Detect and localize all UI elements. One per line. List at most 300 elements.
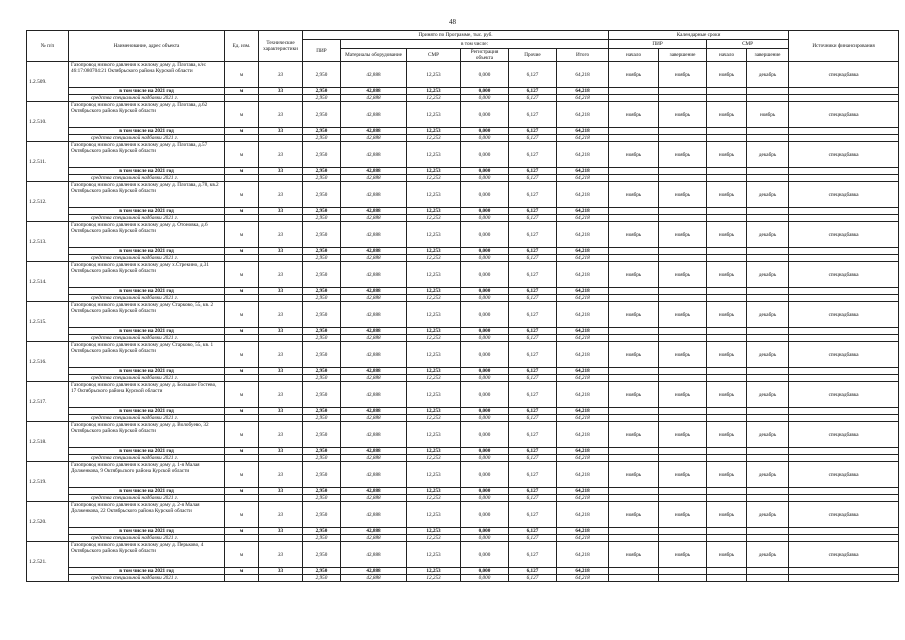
- pir-start-cell: ноябрь: [609, 62, 659, 88]
- table-row-2021: [27, 328, 899, 335]
- other-cell: 6,127: [509, 135, 557, 142]
- registration-cell: 0,000: [461, 142, 509, 168]
- table-row-2021: [27, 528, 899, 535]
- pir-cell: 2,950: [303, 295, 341, 302]
- spec-label: средства специальной надбавки 2021 г.: [69, 255, 225, 262]
- pir-cell: 2,950: [303, 95, 341, 102]
- pir-cell: 2,950: [303, 455, 341, 462]
- spec-label: средства специальной надбавки 2021 г.: [69, 415, 225, 422]
- smr-cell: 12,253: [407, 255, 461, 262]
- smr-start-cell: ноябрь: [707, 502, 747, 528]
- tech-cell: 33: [259, 102, 303, 128]
- smr-cell: 12,253: [407, 335, 461, 342]
- other-cell: 6,127: [509, 528, 557, 535]
- col-header-smr-end: завершение: [747, 49, 789, 62]
- total-cell: 64,218: [557, 328, 609, 335]
- materials-cell: 42,888: [341, 568, 407, 575]
- smr-cell: 12,253: [407, 528, 461, 535]
- smr-cell: 12,253: [407, 295, 461, 302]
- source-cell: спецнадбавка: [789, 462, 899, 488]
- materials-cell: 42,888: [341, 488, 407, 495]
- table-row-special: [27, 575, 899, 582]
- tech-cell: 33: [259, 208, 303, 215]
- registration-cell: 0,000: [461, 542, 509, 568]
- smr-cell: 12,253: [407, 422, 461, 448]
- col-header-accepted: Принято по Программе, тыс. руб.: [303, 31, 609, 40]
- smr-start-cell: ноябрь: [707, 182, 747, 208]
- materials-cell: 42,888: [341, 215, 407, 222]
- smr-cell: 12,253: [407, 175, 461, 182]
- smr-end-cell: декабрь: [747, 462, 789, 488]
- other-cell: 6,127: [509, 488, 557, 495]
- row-index: 1.2.511.: [27, 142, 69, 182]
- smr-start-cell: ноябрь: [707, 542, 747, 568]
- total-cell: 64,218: [557, 368, 609, 375]
- tech-cell: 33: [259, 568, 303, 575]
- smr-cell: 12,253: [407, 62, 461, 88]
- row-index: 1.2.518.: [27, 422, 69, 462]
- row-index: 1.2.519.: [27, 462, 69, 502]
- total-cell: 64,218: [557, 488, 609, 495]
- table-row-special: [27, 175, 899, 182]
- sub-label: в том числе на 2021 год: [69, 288, 225, 295]
- registration-cell: 0,000: [461, 528, 509, 535]
- smr-start-cell: ноябрь: [707, 142, 747, 168]
- pir-cell: 2,950: [303, 542, 341, 568]
- source-cell: спецнадбавка: [789, 182, 899, 208]
- table-row-2021: [27, 568, 899, 575]
- tech-cell: 33: [259, 88, 303, 95]
- smr-cell: 12,253: [407, 368, 461, 375]
- pir-start-cell: ноябрь: [609, 182, 659, 208]
- total-cell: 64,218: [557, 495, 609, 502]
- tech-cell: 33: [259, 302, 303, 328]
- other-cell: 6,127: [509, 575, 557, 582]
- unit-cell: м: [225, 302, 259, 328]
- unit-cell: м: [225, 448, 259, 455]
- tech-cell: 33: [259, 328, 303, 335]
- smr-cell: 12,253: [407, 222, 461, 248]
- total-cell: 64,218: [557, 542, 609, 568]
- registration-cell: 0,000: [461, 302, 509, 328]
- smr-cell: 12,253: [407, 168, 461, 175]
- table-row-special: [27, 135, 899, 142]
- program-table: [26, 30, 899, 582]
- smr-cell: 12,253: [407, 415, 461, 422]
- sub-label: в том числе на 2021 год: [69, 248, 225, 255]
- materials-cell: 42,888: [341, 208, 407, 215]
- pir-start-cell: ноябрь: [609, 462, 659, 488]
- unit-cell: м: [225, 208, 259, 215]
- pir-cell: 2,950: [303, 375, 341, 382]
- unit-cell: м: [225, 408, 259, 415]
- registration-cell: 0,000: [461, 222, 509, 248]
- materials-cell: 42,888: [341, 168, 407, 175]
- total-cell: 64,218: [557, 102, 609, 128]
- col-header-materials: Материалы оборудование: [341, 49, 407, 62]
- pir-end-cell: ноябрь: [659, 262, 707, 288]
- smr-cell: 12,253: [407, 142, 461, 168]
- total-cell: 64,218: [557, 142, 609, 168]
- smr-cell: 12,253: [407, 375, 461, 382]
- materials-cell: 42,888: [341, 542, 407, 568]
- other-cell: 6,127: [509, 215, 557, 222]
- col-header-pir-end: завершение: [659, 49, 707, 62]
- other-cell: 6,127: [509, 502, 557, 528]
- materials-cell: 42,888: [341, 375, 407, 382]
- sub-label: в том числе на 2021 год: [69, 208, 225, 215]
- materials-cell: 42,888: [341, 342, 407, 368]
- smr-cell: 12,253: [407, 575, 461, 582]
- smr-end-cell: декабрь: [747, 142, 789, 168]
- pir-cell: 2,950: [303, 175, 341, 182]
- pir-start-cell: ноябрь: [609, 222, 659, 248]
- table-row-special: [27, 335, 899, 342]
- total-cell: 64,218: [557, 382, 609, 408]
- registration-cell: 0,000: [461, 328, 509, 335]
- object-name: Газопровод низкого давления к жилому дому д. 1-я Малая Долженкова, 9 Октябрьского района Курской области: [69, 462, 225, 488]
- other-cell: 6,127: [509, 182, 557, 208]
- tech-cell: 33: [259, 528, 303, 535]
- pir-cell: 2,950: [303, 135, 341, 142]
- other-cell: 6,127: [509, 328, 557, 335]
- table-row-2021: [27, 448, 899, 455]
- unit-cell: м: [225, 502, 259, 528]
- other-cell: 6,127: [509, 415, 557, 422]
- table-row-special: [27, 215, 899, 222]
- registration-cell: 0,000: [461, 375, 509, 382]
- smr-cell: 12,253: [407, 502, 461, 528]
- row-index: 1.2.513.: [27, 222, 69, 262]
- pir-cell: 2,950: [303, 382, 341, 408]
- registration-cell: 0,000: [461, 168, 509, 175]
- registration-cell: 0,000: [461, 255, 509, 262]
- row-index: 1.2.514.: [27, 262, 69, 302]
- sub-label: в том числе на 2021 год: [69, 528, 225, 535]
- total-cell: 64,218: [557, 502, 609, 528]
- unit-cell: м: [225, 422, 259, 448]
- total-cell: 64,218: [557, 575, 609, 582]
- smr-end-cell: декабрь: [747, 422, 789, 448]
- table-row: [27, 302, 899, 328]
- pir-cell: 2,950: [303, 568, 341, 575]
- materials-cell: 42,888: [341, 62, 407, 88]
- other-cell: 6,127: [509, 422, 557, 448]
- table-row-2021: [27, 208, 899, 215]
- pir-cell: 2,950: [303, 488, 341, 495]
- unit-cell: м: [225, 288, 259, 295]
- spec-label: средства специальной надбавки 2021 г.: [69, 535, 225, 542]
- other-cell: 6,127: [509, 408, 557, 415]
- table-row: [27, 502, 899, 528]
- total-cell: 64,218: [557, 455, 609, 462]
- materials-cell: 42,888: [341, 455, 407, 462]
- pir-end-cell: ноябрь: [659, 422, 707, 448]
- sub-label: в том числе на 2021 год: [69, 488, 225, 495]
- object-name: Газопровод низкого давления к жилому дому д. Плотава, д.78, кв.2 Октябрьского района Курской области: [69, 182, 225, 208]
- object-name: Газопровод низкого давления к жилому дому д. Большое Гостево, 17 Октябрьского района Курской области: [69, 382, 225, 408]
- registration-cell: 0,000: [461, 462, 509, 488]
- pir-end-cell: ноябрь: [659, 62, 707, 88]
- col-header-tech: Технические характеристики: [259, 31, 303, 62]
- source-cell: спецнадбавка: [789, 262, 899, 288]
- col-header-registration: Регистрация объекта: [461, 49, 509, 62]
- col-header-smr: СМР: [407, 49, 461, 62]
- smr-start-cell: ноябрь: [707, 462, 747, 488]
- tech-cell: 33: [259, 222, 303, 248]
- materials-cell: 42,888: [341, 102, 407, 128]
- col-header-sources: Источники финансирования: [789, 31, 899, 62]
- row-index: 1.2.521.: [27, 542, 69, 582]
- pir-cell: 2,950: [303, 422, 341, 448]
- smr-start-cell: ноябрь: [707, 262, 747, 288]
- source-cell: спецнадбавка: [789, 222, 899, 248]
- unit-cell: м: [225, 262, 259, 288]
- spec-label: средства специальной надбавки 2021 г.: [69, 95, 225, 102]
- tech-cell: 33: [259, 128, 303, 135]
- other-cell: 6,127: [509, 495, 557, 502]
- smr-end-cell: декабрь: [747, 262, 789, 288]
- smr-start-cell: ноябрь: [707, 62, 747, 88]
- tech-cell: 33: [259, 368, 303, 375]
- total-cell: 64,218: [557, 182, 609, 208]
- smr-end-cell: декабрь: [747, 222, 789, 248]
- col-header-cal-pir: ПИР: [609, 40, 707, 49]
- other-cell: 6,127: [509, 128, 557, 135]
- unit-cell: м: [225, 168, 259, 175]
- object-name: Газопровод низкого давления к жилому дому д. 2-я Малая Долженкова, 22 Октябрьского района Курской области: [69, 502, 225, 528]
- col-header-smr-start: начало: [707, 49, 747, 62]
- pir-cell: 2,950: [303, 335, 341, 342]
- pir-cell: 2,950: [303, 462, 341, 488]
- smr-cell: 12,253: [407, 135, 461, 142]
- table-row-special: [27, 255, 899, 262]
- unit-cell: м: [225, 248, 259, 255]
- materials-cell: 42,888: [341, 128, 407, 135]
- registration-cell: 0,000: [461, 448, 509, 455]
- smr-cell: 12,253: [407, 102, 461, 128]
- table-row-special: [27, 455, 899, 462]
- other-cell: 6,127: [509, 262, 557, 288]
- pir-cell: 2,950: [303, 495, 341, 502]
- smr-cell: 12,253: [407, 88, 461, 95]
- other-cell: 6,127: [509, 335, 557, 342]
- registration-cell: 0,000: [461, 215, 509, 222]
- materials-cell: 42,888: [341, 448, 407, 455]
- object-name: Газопровод низкого давления к жилому дому д. Волобуево, 32 Октябрьского района Курской области: [69, 422, 225, 448]
- pir-start-cell: ноябрь: [609, 102, 659, 128]
- page-number: 48: [449, 18, 456, 26]
- pir-cell: 2,950: [303, 415, 341, 422]
- pir-cell: 2,950: [303, 208, 341, 215]
- total-cell: 64,218: [557, 175, 609, 182]
- other-cell: 6,127: [509, 542, 557, 568]
- materials-cell: 42,888: [341, 462, 407, 488]
- pir-cell: 2,950: [303, 528, 341, 535]
- total-cell: 64,218: [557, 222, 609, 248]
- registration-cell: 0,000: [461, 248, 509, 255]
- other-cell: 6,127: [509, 62, 557, 88]
- other-cell: 6,127: [509, 142, 557, 168]
- table-row: [27, 542, 899, 568]
- table-row: [27, 262, 899, 288]
- smr-cell: 12,253: [407, 488, 461, 495]
- smr-start-cell: ноябрь: [707, 102, 747, 128]
- object-name: Газопровод низкого давления к жилому дому д. Отоновка, д.6 Октябрьского района Курской области: [69, 222, 225, 248]
- other-cell: 6,127: [509, 342, 557, 368]
- col-header-name: Наименование, адрес объекта: [69, 31, 225, 62]
- pir-end-cell: ноябрь: [659, 102, 707, 128]
- total-cell: 64,218: [557, 335, 609, 342]
- col-header-other: Прочие: [509, 49, 557, 62]
- smr-start-cell: ноябрь: [707, 302, 747, 328]
- table-row-2021: [27, 88, 899, 95]
- materials-cell: 42,888: [341, 222, 407, 248]
- tech-cell: 33: [259, 382, 303, 408]
- materials-cell: 42,888: [341, 255, 407, 262]
- spec-label: средства специальной надбавки 2021 г.: [69, 495, 225, 502]
- program-table-sheet: [26, 30, 898, 582]
- tech-cell: 33: [259, 502, 303, 528]
- pir-cell: 2,950: [303, 502, 341, 528]
- pir-end-cell: ноябрь: [659, 502, 707, 528]
- spec-label: средства специальной надбавки 2021 г.: [69, 335, 225, 342]
- materials-cell: 42,888: [341, 368, 407, 375]
- smr-cell: 12,253: [407, 535, 461, 542]
- unit-cell: м: [225, 62, 259, 88]
- table-row-2021: [27, 368, 899, 375]
- materials-cell: 42,888: [341, 382, 407, 408]
- total-cell: 64,218: [557, 422, 609, 448]
- unit-cell: м: [225, 382, 259, 408]
- sub-label: в том числе на 2021 год: [69, 128, 225, 135]
- unit-cell: м: [225, 88, 259, 95]
- smr-end-cell: декабрь: [747, 182, 789, 208]
- pir-cell: 2,950: [303, 248, 341, 255]
- pir-end-cell: ноябрь: [659, 342, 707, 368]
- spec-label: средства специальной надбавки 2021 г.: [69, 575, 225, 582]
- registration-cell: 0,000: [461, 175, 509, 182]
- pir-cell: 2,950: [303, 288, 341, 295]
- materials-cell: 42,888: [341, 142, 407, 168]
- materials-cell: 42,888: [341, 328, 407, 335]
- registration-cell: 0,000: [461, 95, 509, 102]
- total-cell: 64,218: [557, 128, 609, 135]
- smr-cell: 12,253: [407, 408, 461, 415]
- tech-cell: 33: [259, 248, 303, 255]
- materials-cell: 42,888: [341, 415, 407, 422]
- smr-cell: 12,253: [407, 462, 461, 488]
- pir-start-cell: ноябрь: [609, 342, 659, 368]
- pir-cell: 2,950: [303, 342, 341, 368]
- smr-end-cell: декабрь: [747, 382, 789, 408]
- smr-end-cell: декабрь: [747, 342, 789, 368]
- materials-cell: 42,888: [341, 175, 407, 182]
- tech-cell: 33: [259, 262, 303, 288]
- registration-cell: 0,000: [461, 262, 509, 288]
- pir-start-cell: ноябрь: [609, 262, 659, 288]
- total-cell: 64,218: [557, 168, 609, 175]
- smr-cell: 12,253: [407, 382, 461, 408]
- smr-start-cell: ноябрь: [707, 382, 747, 408]
- tech-cell: 33: [259, 422, 303, 448]
- smr-end-cell: декабрь: [747, 502, 789, 528]
- smr-end-cell: декабрь: [747, 302, 789, 328]
- source-cell: спецнадбавка: [789, 422, 899, 448]
- smr-cell: 12,253: [407, 542, 461, 568]
- pir-cell: 2,950: [303, 128, 341, 135]
- row-index: 1.2.512.: [27, 182, 69, 222]
- materials-cell: 42,888: [341, 495, 407, 502]
- other-cell: 6,127: [509, 455, 557, 462]
- materials-cell: 42,888: [341, 302, 407, 328]
- total-cell: 64,218: [557, 95, 609, 102]
- pir-cell: 2,950: [303, 328, 341, 335]
- smr-cell: 12,253: [407, 208, 461, 215]
- registration-cell: 0,000: [461, 288, 509, 295]
- materials-cell: 42,888: [341, 135, 407, 142]
- smr-cell: 12,253: [407, 262, 461, 288]
- registration-cell: 0,000: [461, 488, 509, 495]
- sub-label: в том числе на 2021 год: [69, 408, 225, 415]
- other-cell: 6,127: [509, 175, 557, 182]
- unit-cell: м: [225, 368, 259, 375]
- pir-cell: 2,950: [303, 222, 341, 248]
- other-cell: 6,127: [509, 288, 557, 295]
- col-header-total: Итого: [557, 49, 609, 62]
- other-cell: 6,127: [509, 448, 557, 455]
- row-index: 1.2.510.: [27, 102, 69, 142]
- total-cell: 64,218: [557, 295, 609, 302]
- unit-cell: м: [225, 542, 259, 568]
- row-index: 1.2.517.: [27, 382, 69, 422]
- pir-cell: 2,950: [303, 535, 341, 542]
- smr-start-cell: ноябрь: [707, 222, 747, 248]
- materials-cell: 42,888: [341, 335, 407, 342]
- tech-cell: 33: [259, 288, 303, 295]
- smr-cell: 12,253: [407, 95, 461, 102]
- unit-cell: м: [225, 142, 259, 168]
- registration-cell: 0,000: [461, 342, 509, 368]
- total-cell: 64,218: [557, 208, 609, 215]
- pir-end-cell: ноябрь: [659, 542, 707, 568]
- table-row: [27, 182, 899, 208]
- materials-cell: 42,888: [341, 95, 407, 102]
- smr-cell: 12,253: [407, 495, 461, 502]
- sub-label: в том числе на 2021 год: [69, 328, 225, 335]
- pir-cell: 2,950: [303, 182, 341, 208]
- table-row: [27, 422, 899, 448]
- table-row: [27, 222, 899, 248]
- object-name: Газопровод низкого давления к жилому дому д. Перьково, 4 Октябрьского района Курской области: [69, 542, 225, 568]
- table-row: [27, 462, 899, 488]
- object-name: Газопровод низкого давления к жилому дому Старково, 55, кв. 2 Октябрьского района Курской области: [69, 302, 225, 328]
- table-row-2021: [27, 488, 899, 495]
- smr-end-cell: декабрь: [747, 542, 789, 568]
- smr-cell: 12,253: [407, 302, 461, 328]
- pir-cell: 2,950: [303, 62, 341, 88]
- table-row-special: [27, 95, 899, 102]
- other-cell: 6,127: [509, 375, 557, 382]
- row-index: 1.2.509.: [27, 62, 69, 102]
- table-row-special: [27, 535, 899, 542]
- materials-cell: 42,888: [341, 528, 407, 535]
- spec-label: средства специальной надбавки 2021 г.: [69, 215, 225, 222]
- registration-cell: 0,000: [461, 88, 509, 95]
- unit-cell: м: [225, 528, 259, 535]
- unit-cell: м: [225, 102, 259, 128]
- unit-cell: м: [225, 128, 259, 135]
